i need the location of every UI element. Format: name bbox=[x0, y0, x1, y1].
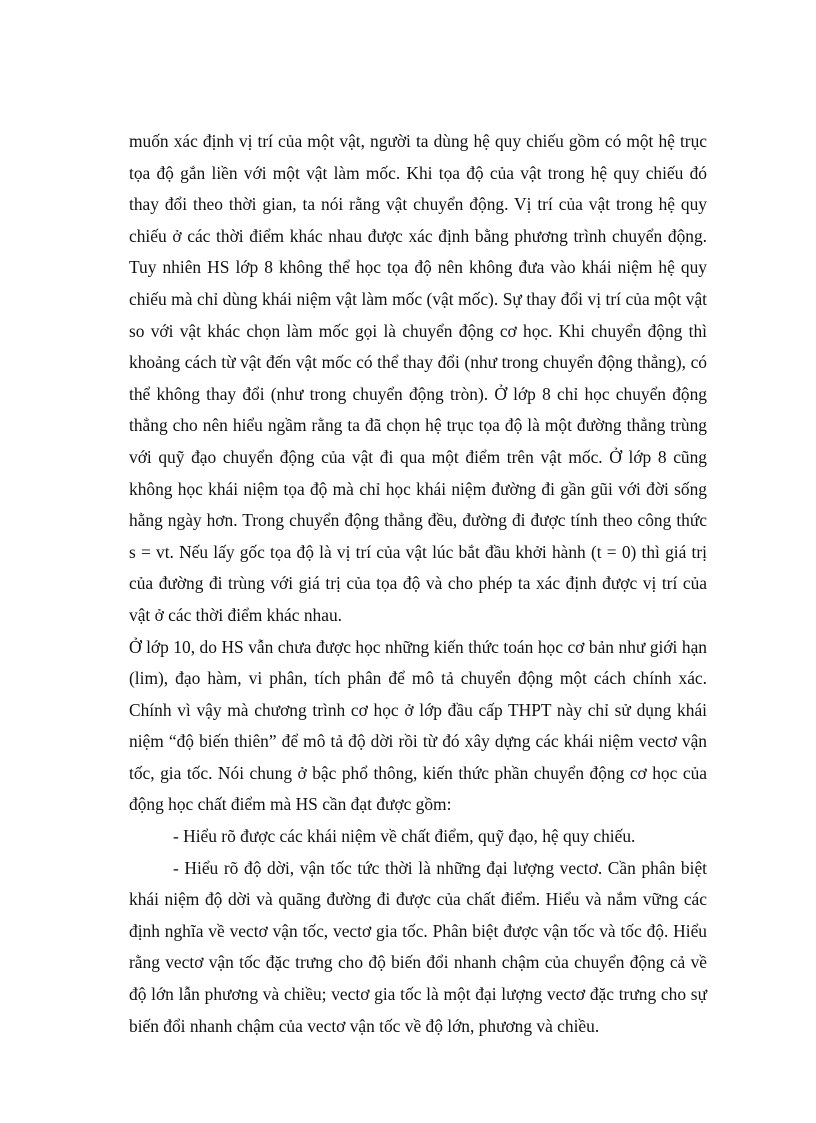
document-body bbox=[129, 126, 707, 1042]
bullet-concepts: - Hiểu rõ được các khái niệm về chất điểm, quỹ đạo, hệ quy chiếu. bbox=[173, 826, 636, 847]
paragraph-reference-frame: muốn xác định vị trí của một vật, người ta dùng hệ quy chiếu gồm có một hệ trục tọa độ gắn liền với một vật làm mốc. Khi tọa độ của vật trong hệ quy chiếu đó thay đổi theo thời gian, ta nói rằng vật chuyển động. Vị trí của vật trong hệ quy chiếu ở các thời điểm khác nhau được xác định bằng phương trình chuyển động. Tuy nhiên HS lớp 8 không thể học tọa độ nên không đưa vào khái niệm hệ quy chiếu mà chỉ dùng khái niệm vật làm mốc (vật mốc). Sự thay đổi vị trí của một vật so với vật khác chọn làm mốc gọi là chuyển động cơ học. Khi chuyển động thì khoảng cách từ vật đến vật mốc có thể thay đổi (như trong chuyển động thẳng), có thể không thay đổi (như trong chuyển động tròn). Ở lớp 8 chỉ học chuyển động thẳng cho nên hiểu ngầm rằng ta đã chọn hệ trục tọa độ là một đường thẳng trùng với quỹ đạo chuyển động của vật đi qua một điểm trên vật mốc. Ở lớp 8 cũng không học khái niệm tọa độ mà chỉ học khái niệm đường đi gần gũi với đời sống hằng ngày hơn. Trong chuyển động thẳng đều, đường đi được tính theo công thức s = vt. Nếu lấy gốc tọa độ là vị trí của vật lúc bắt đầu khởi hành (t = 0) thì giá trị của đường đi trùng với giá trị của tọa độ và cho phép ta xác định được vị trí của vật ở các thời điểm khác nhau. bbox=[129, 131, 707, 625]
bullet-vectors: - Hiểu rõ độ dời, vận tốc tức thời là những đại lượng vectơ. Cần phân biệt khái niệm độ dời và quãng đường đi được của chất điểm. Hiểu và nắm vững các định nghĩa về vectơ vận tốc, vectơ gia tốc. Phân biệt được vận tốc và tốc độ. Hiểu rằng vectơ vận tốc đặc trưng cho độ biến đổi nhanh chậm của chuyển động cả về độ lớn lẫn phương và chiều; vectơ gia tốc là một đại lượng vectơ đặc trưng cho sự biến đổi nhanh chậm của vectơ vận tốc về độ lớn, phương và chiều. bbox=[129, 857, 707, 1036]
paragraph-grade-10: Ở lớp 10, do HS vẫn chưa được học những kiến thức toán học cơ bản như giới hạn (lim), đạo hàm, vi phân, tích phân để mô tả chuyển động một cách chính xác. Chính vì vậy mà chương trình cơ học ở lớp đầu cấp THPT này chỉ sử dụng khái niệm “độ biến thiên” để mô tả độ dời rồi từ đó xây dựng các khái niệm vectơ vận tốc, gia tốc. Nói chung ở bậc phổ thông, kiến thức phần chuyển động cơ học của động học chất điểm mà HS cần đạt được gồm: bbox=[129, 636, 707, 815]
